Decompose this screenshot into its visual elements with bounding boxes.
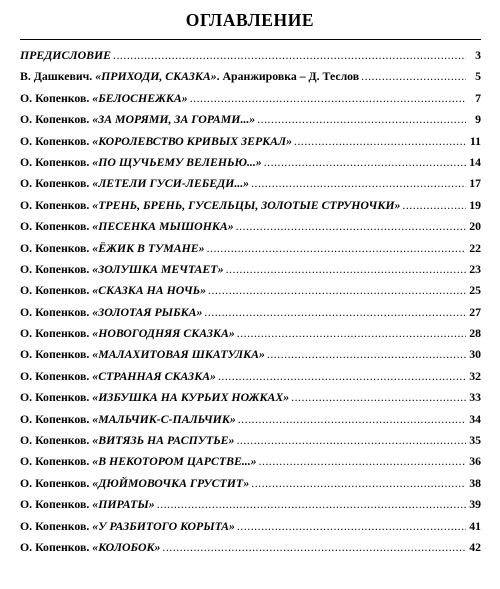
toc-entry-label <box>20 516 235 537</box>
toc-entry-author: О. Копенков. <box>20 90 93 105</box>
dot-leader <box>294 131 466 152</box>
dot-leader <box>251 173 466 194</box>
dot-leader <box>236 430 466 451</box>
toc-entry-page-number: 14 <box>469 154 481 169</box>
toc-entry-author: О. Копенков. <box>20 176 93 191</box>
dot-leader <box>237 323 466 344</box>
dot-leader <box>157 494 466 515</box>
toc-entry-author: О. Копенков. <box>20 433 93 448</box>
toc-entry-label <box>20 366 216 387</box>
toc-entry-author: О. Копенков. <box>20 112 93 127</box>
toc-entry-page-number: 35 <box>469 433 481 448</box>
toc-entry-page-number: 20 <box>469 219 481 234</box>
toc-entry[interactable] <box>20 173 481 194</box>
toc-entry-label <box>20 152 262 173</box>
toc-entry-work-title: «ЗОЛОТАЯ РЫБКА» <box>92 304 203 319</box>
toc-entry-work-title: «ДЮЙМОВОЧКА ГРУСТИТ» <box>92 475 250 490</box>
toc-entry[interactable] <box>20 238 481 259</box>
dot-leader <box>236 216 466 237</box>
toc-entry-label <box>20 409 236 430</box>
toc-entry[interactable] <box>20 344 481 365</box>
page-title: ОГЛАВЛЕНИЕ <box>185 10 315 30</box>
toc-entry[interactable] <box>20 88 481 109</box>
toc-entry-author: О. Копенков. <box>20 304 93 319</box>
dot-leader <box>226 259 466 280</box>
toc-entry-page-number: 30 <box>469 347 481 362</box>
toc-entry-label <box>20 88 188 109</box>
toc-entry[interactable] <box>20 152 481 173</box>
toc-entry-page-number: 32 <box>469 368 481 383</box>
toc-entry-author: О. Копенков. <box>20 497 93 512</box>
toc-entry-work-title: «ТРЕНЬ, БРЕНЬ, ГУСЕЛЬЦЫ, ЗОЛОТЫЕ СТРУНОЧКИ» <box>92 197 401 212</box>
dot-leader <box>208 280 466 301</box>
toc-entry-label <box>20 238 205 259</box>
dot-leader <box>264 152 466 173</box>
toc-entry-page-number: 36 <box>469 454 481 469</box>
toc-entry-label <box>20 430 234 451</box>
toc-entry-author: В. Дашкевич. <box>20 69 96 84</box>
toc-entry-work-title: ПРЕДИСЛОВИЕ <box>20 48 112 62</box>
dot-leader <box>113 45 466 66</box>
toc-entry-work-title: «ИЗБУШКА НА КУРЬИХ НОЖКАХ» <box>92 390 290 405</box>
toc-entry-work-title: «У РАЗБИТОГО КОРЫТА» <box>92 518 235 533</box>
table-of-contents <box>20 45 481 558</box>
toc-entry-work-title: «БЕЛОСНЕЖКА» <box>92 90 188 105</box>
toc-entry-page-number: 3 <box>475 48 481 62</box>
toc-entry-label <box>20 323 235 344</box>
toc-entry-label <box>20 66 359 87</box>
toc-entry-author: О. Копенков. <box>20 219 93 234</box>
toc-entry[interactable] <box>20 109 481 130</box>
toc-entry-page-number: 42 <box>469 539 481 554</box>
toc-entry-work-title: «ЗОЛУШКА МЕЧТАЕТ» <box>92 261 224 276</box>
toc-entry-author: О. Копенков. <box>20 390 93 405</box>
toc-entry-work-title: «В НЕКОТОРОМ ЦАРСТВЕ...» <box>92 454 257 469</box>
toc-entry[interactable] <box>20 216 481 237</box>
toc-entry[interactable] <box>20 430 481 451</box>
toc-entry[interactable] <box>20 451 481 472</box>
dot-leader <box>237 516 466 537</box>
toc-entry-label <box>20 173 249 194</box>
toc-entry-page-number: 34 <box>469 411 481 426</box>
toc-entry[interactable] <box>20 66 481 87</box>
toc-entry-work-title: «НОВОГОДНЯЯ СКАЗКА» <box>92 326 235 341</box>
toc-entry-work-title: «ПЕСЕНКА МЫШОНКА» <box>92 219 234 234</box>
toc-entry-work-title: «СКАЗКА НА НОЧЬ» <box>92 283 207 298</box>
toc-entry-author: О. Копенков. <box>20 240 93 255</box>
toc-entry-label <box>20 259 224 280</box>
toc-entry-label <box>20 302 202 323</box>
dot-leader <box>291 387 466 408</box>
toc-entry-page-number: 5 <box>475 69 481 84</box>
toc-entry-author: О. Копенков. <box>20 197 93 212</box>
toc-entry-credit: . Аранжировка – Д. Теслов <box>216 69 360 84</box>
toc-entry-label <box>20 473 249 494</box>
toc-entry-author: О. Копенков. <box>20 368 93 383</box>
toc-entry-label <box>20 344 265 365</box>
dot-leader <box>162 537 466 558</box>
toc-entry-page-number: 22 <box>469 240 481 255</box>
toc-entry-page-number: 27 <box>469 304 481 319</box>
toc-entry[interactable] <box>20 516 481 537</box>
toc-entry-label <box>20 109 255 130</box>
toc-entry-author: О. Копенков. <box>20 283 93 298</box>
toc-entry[interactable] <box>20 366 481 387</box>
toc-entry-author: О. Копенков. <box>20 518 93 533</box>
toc-entry-label <box>20 451 257 472</box>
toc-entry-author: О. Копенков. <box>20 326 93 341</box>
toc-entry-label <box>20 195 400 216</box>
toc-entry-author: О. Копенков. <box>20 347 93 362</box>
toc-entry-page-number: 38 <box>469 475 481 490</box>
toc-entry[interactable] <box>20 409 481 430</box>
toc-entry[interactable] <box>20 387 481 408</box>
toc-entry[interactable] <box>20 494 481 515</box>
toc-entry[interactable] <box>20 473 481 494</box>
toc-entry-work-title: «ЛЕТЕЛИ ГУСИ-ЛЕБЕДИ...» <box>92 176 250 191</box>
dot-leader <box>218 366 466 387</box>
toc-entry-page-number: 19 <box>469 197 481 212</box>
dot-leader <box>361 66 466 87</box>
toc-entry-work-title: «МАЛАХИТОВАЯ ШКАТУЛКА» <box>92 347 265 362</box>
toc-entry-page-number: 17 <box>469 176 481 191</box>
toc-entry-author: О. Копенков. <box>20 133 93 148</box>
toc-entry-page-number: 11 <box>469 133 481 148</box>
toc-entry-page-number: 41 <box>469 518 481 533</box>
toc-entry[interactable] <box>20 323 481 344</box>
toc-entry-author: О. Копенков. <box>20 475 93 490</box>
dot-leader <box>238 409 466 430</box>
dot-leader <box>190 88 466 109</box>
toc-entry-author: О. Копенков. <box>20 154 93 169</box>
toc-entry-work-title: «СТРАННАЯ СКАЗКА» <box>92 368 216 383</box>
dot-leader <box>251 473 466 494</box>
toc-entry[interactable] <box>20 302 481 323</box>
toc-entry-label <box>20 387 289 408</box>
toc-entry[interactable] <box>20 259 481 280</box>
toc-entry[interactable] <box>20 45 481 66</box>
toc-entry-label <box>20 537 160 558</box>
toc-entry-work-title: «ВИТЯЗЬ НА РАСПУТЬЕ» <box>92 433 235 448</box>
toc-entry-page-number: 9 <box>475 112 481 127</box>
toc-entry-page-number: 23 <box>469 261 481 276</box>
toc-entry-work-title: «КОЛОБОК» <box>92 539 161 554</box>
toc-entry-work-title: «КОРОЛЕВСТВО КРИВЫХ ЗЕРКАЛ» <box>92 133 293 148</box>
toc-entry[interactable] <box>20 195 481 216</box>
toc-entry[interactable] <box>20 131 481 152</box>
toc-entry-author: О. Копенков. <box>20 454 93 469</box>
dot-leader <box>267 344 466 365</box>
toc-entry-page-number: 33 <box>469 390 481 405</box>
toc-entry-page-number: 25 <box>469 283 481 298</box>
dot-leader <box>402 195 466 216</box>
toc-entry[interactable] <box>20 537 481 558</box>
dot-leader <box>204 302 466 323</box>
toc-entry-work-title: «ПРИХОДИ, СКАЗКА» <box>95 69 217 84</box>
title-divider <box>20 39 481 40</box>
toc-entry-label <box>20 216 234 237</box>
toc-entry-label <box>20 131 292 152</box>
dot-leader <box>257 109 466 130</box>
dot-leader <box>259 451 466 472</box>
toc-entry-page-number: 28 <box>469 326 481 341</box>
toc-entry-author: О. Копенков. <box>20 411 93 426</box>
toc-entry-work-title: «ПИРАТЫ» <box>92 497 155 512</box>
toc-entry-page-number: 39 <box>469 497 481 512</box>
toc-entry-label <box>20 45 111 66</box>
toc-entry-work-title: «ПО ЩУЧЬЕМУ ВЕЛЕНЬЮ...» <box>92 154 262 169</box>
toc-entry-work-title: «МАЛЬЧИК-С-ПАЛЬЧИК» <box>92 411 236 426</box>
toc-entry-page-number: 7 <box>475 90 481 105</box>
toc-entry-label <box>20 494 155 515</box>
toc-entry-label <box>20 280 206 301</box>
dot-leader <box>207 238 466 259</box>
toc-entry-author: О. Копенков. <box>20 539 93 554</box>
toc-entry-work-title: «ЁЖИК В ТУМАНЕ» <box>92 240 205 255</box>
toc-entry-work-title: «ЗА МОРЯМИ, ЗА ГОРАМИ...» <box>92 112 256 127</box>
toc-entry[interactable] <box>20 280 481 301</box>
toc-entry-author: О. Копенков. <box>20 261 93 276</box>
